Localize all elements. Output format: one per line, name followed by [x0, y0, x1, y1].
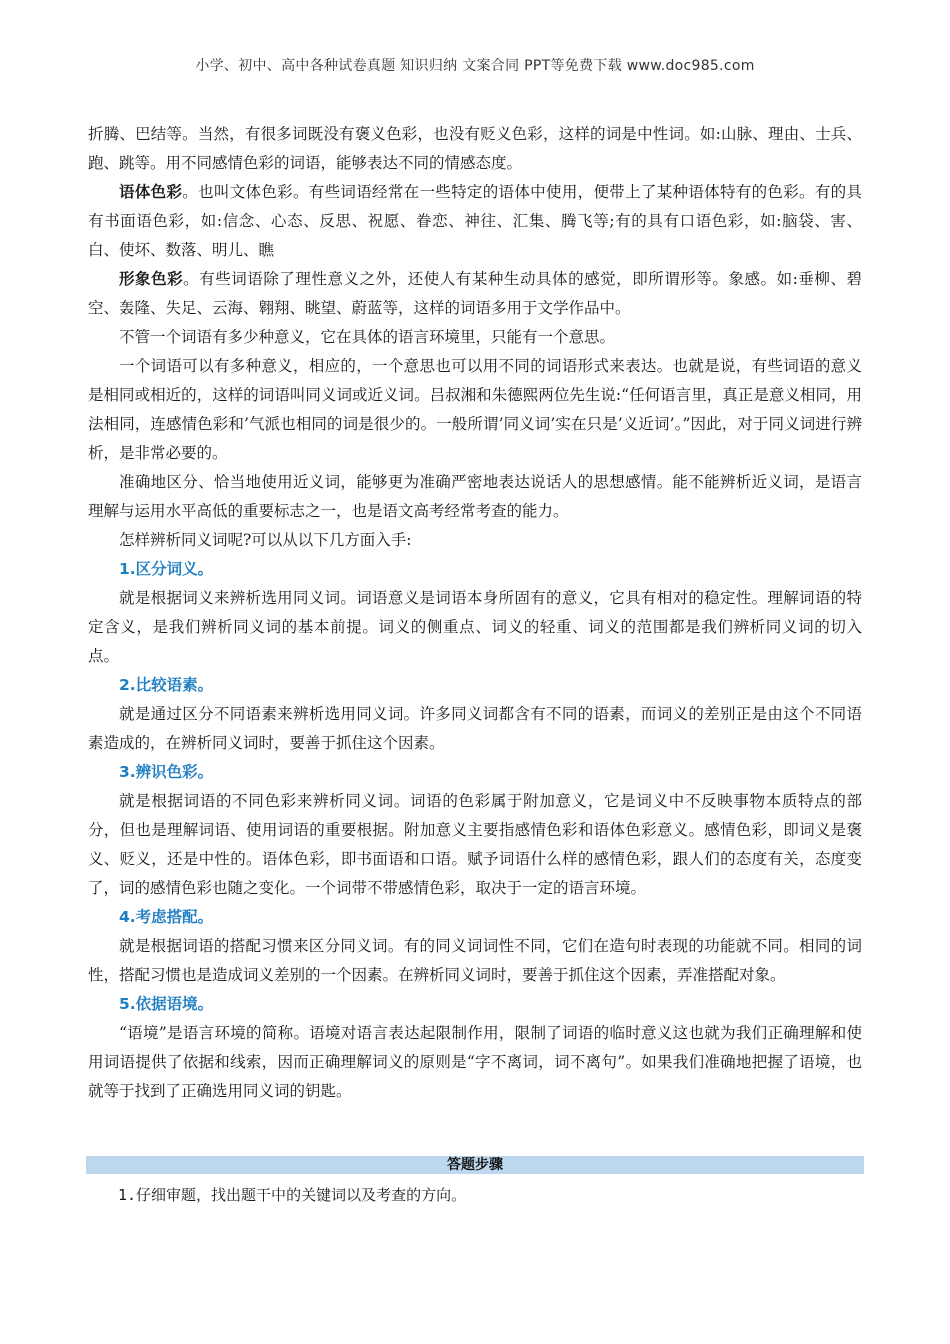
image-color-lead: 形象色彩 — [119, 270, 184, 288]
paragraph-image-color — [88, 265, 862, 323]
section-body-5: “语境”是语言环境的简称。语境对语言表达起限制作用，限制了词语的临时意义这也就为我们正确理解和使用词语提供了依据和线索，因而正确理解词义的原则是“字不离词，词不离句”。如果我们准确地把握了语境，也就等于找到了正确选用同义词的钥匙。 — [88, 1024, 862, 1100]
answer-steps-heading: 答题步骤 — [86, 1156, 864, 1174]
image-color-body: 。有些词语除了理性意义之外，还使人有某种生动具体的感觉，即所谓形等。象感。如:垂柳、碧空、轰隆、失足、云海、翱翔、眺望、蔚蓝等，这样的词语多用于文学作品中。 — [88, 270, 862, 317]
section-title-2: 2.比较语素。 — [119, 676, 214, 694]
paragraph-single-meaning: 不管一个词语有多少种意义，它在具体的语言环境里，只能有一个意思。 — [119, 328, 616, 346]
paragraph-synonyms-importance: 准确地区分、恰当地使用近义词，能够更为准确严密地表达说话人的思想感情。能不能辨析近义词，是语言理解与运用水平高低的重要标志之一，也是语文高考经常考查的能力。 — [88, 473, 862, 520]
register-color-lead: 语体色彩 — [119, 183, 183, 201]
paragraph-synonyms-intro: 一个词语可以有多种意义，相应的，一个意思也可以用不同的词语形式来表达。也就是说，有些词语的意义是相同或相近的，这样的词语叫同义词或近义词。吕叔湘和朱德熙两位先生说:“任何语言里，真正是意义相同，用法相同，连感情色彩和’气派也相同的词是很少的。一般所谓’同义词’实在只是’义近词’。”因此，对于同义词进行辨析，是非常必要的。 — [88, 357, 862, 462]
section-body-1: 就是根据词义来辨析选用同义词。词语意义是词语本身所固有的意义，它具有相对的稳定性。理解词语的特定含义，是我们辨析同义词的基本前提。词义的侧重点、词义的轻重、词义的范围都是我们辨析同义词的切入点。 — [88, 589, 862, 665]
section-title-5: 5.依据语境。 — [119, 995, 214, 1013]
section-title-1: 1.区分词义。 — [119, 560, 214, 578]
register-color-body: 。也叫文体色彩。有些词语经常在一些特定的语体中使用，便带上了某种语体特有的色彩。有的具有书面语色彩，如:信念、心态、反思、祝愿、眷恋、神往、汇集、腾飞等;有的具有口语色彩，如:脑袋、害、白、使坏、数落、明儿、瞧 — [88, 183, 862, 259]
answer-step-1: 1.仔细审题，找出题干中的关键词以及考查的方向。 — [118, 1186, 467, 1204]
section-title-4: 4.考虑搭配。 — [119, 908, 214, 926]
paragraph-register-color — [88, 178, 862, 265]
section-title-3: 3.辨识色彩。 — [119, 763, 214, 781]
section-body-3: 就是根据词语的不同色彩来辨析同义词。词语的色彩属于附加意义，它是词义中不反映事物本质特点的部分，但也是理解词语、使用词语的重要根据。附加意义主要指感情色彩和语体色彩意义。感情色彩，即词义是褒义、贬义，还是中性的。语体色彩，即书面语和口语。赋予词语什么样的感情色彩，跟人们的态度有关，态度变了，词的感情色彩也随之变化。一个词带不带感情色彩，取决于一定的语言环境。 — [88, 792, 862, 897]
section-body-2: 就是通过区分不同语素来辨析选用同义词。许多同义词都含有不同的语素，而词义的差别正是由这个不同语素造成的，在辨析同义词时，要善于抓住这个因素。 — [88, 705, 862, 752]
paragraph-how-to-distinguish: 怎样辨析同义词呢?可以从以下几方面入手: — [119, 531, 412, 549]
section-body-4: 就是根据词语的搭配习惯来区分同义词。有的同义词词性不同，它们在造句时表现的功能就不同。相同的词性，搭配习惯也是造成词义差别的一个因素。在辨析同义词时，要善于抓住这个因素，弄准搭配对象。 — [88, 937, 862, 984]
document-body — [88, 120, 862, 1106]
page-header: 小学、初中、高中各种试卷真题 知识归纳 文案合同 PPT等免费下载 www.doc985.com — [195, 58, 755, 74]
paragraph-emotion-color-end: 折腾、巴结等。当然，有很多词既没有褒义色彩，也没有贬义色彩，这样的词是中性词。如:山脉、理由、士兵、跑、跳等。用不同感情色彩的词语，能够表达不同的情感态度。 — [88, 125, 862, 172]
